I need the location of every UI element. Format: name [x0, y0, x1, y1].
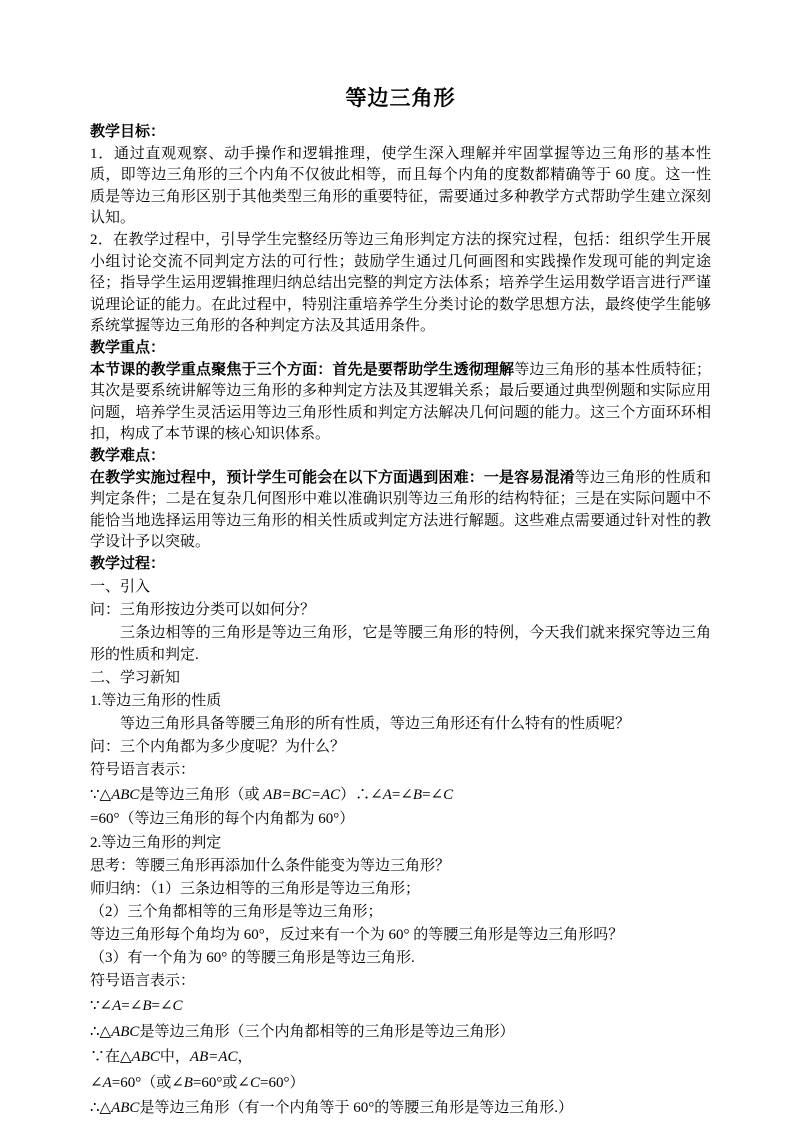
- text-run: ∠: [90, 1074, 103, 1091]
- difficulties-body: [90, 468, 711, 554]
- document-page: [90, 84, 711, 1120]
- text-run: ∵在△: [90, 1049, 132, 1066]
- text-run: 是等边三角形（有一个内角等于 60°的等腰三角形是等边三角形.）: [139, 1100, 573, 1117]
- section-intro: [90, 577, 711, 599]
- text-run: 思考：等腰三角形再添加什么条件能变为等边三角形？: [90, 857, 451, 874]
- text-run: ）∴∠: [340, 787, 383, 804]
- text-run: ∴△: [90, 1100, 112, 1117]
- bold-text-run: 在教学实施过程中，预计学生可能会在以下方面遇到困难：一是容易混淆: [90, 469, 575, 486]
- math-run: C: [443, 787, 454, 804]
- text-run: ∵△: [90, 787, 112, 804]
- formula-properties: [90, 783, 711, 831]
- section-new-knowledge: [90, 668, 711, 690]
- text-run: =60°（或∠: [111, 1074, 184, 1091]
- text-run: 二、学习新知: [90, 669, 181, 686]
- difficulties-heading: [90, 446, 711, 468]
- text-run: 等边三角形具备等腰三角形的所有性质，等边三角形还有什么特有的性质呢？: [120, 716, 631, 733]
- judgment-question: [90, 925, 711, 947]
- formula-given-angles: [90, 994, 711, 1018]
- math-run: AB=BC=AC: [263, 787, 341, 804]
- teacher-summary-1: [90, 879, 711, 901]
- document-title: 等边三角形: [345, 86, 456, 110]
- text-run: =∠: [121, 998, 143, 1015]
- math-run: A: [112, 998, 122, 1015]
- text-run: 2．在教学过程中，引导学生完整经历等边三角形判定方法的探究过程，包括：组织学生开展小组讨论交流不同判定方法的可行性；鼓励学生通过几何画图和实践操作发现可能的判定途径；指导学生运用逻辑推理归纳总结出完整的判定方法体系；培养学生运用数学语言进行严谨说理论证的能力。在此过程中，特别注重培养学生分类讨论的数学思想方法，最终使学生能够系统掌握等边三角形的各种判定方法及其适用条件。: [90, 231, 711, 335]
- math-run: C: [249, 1074, 260, 1091]
- properties-intro: [90, 714, 711, 736]
- question-angles: [90, 737, 711, 759]
- formula-conclusion-1: [90, 1020, 711, 1044]
- text-run: ∵∠: [90, 998, 113, 1015]
- text-run: 问：三角形按边分类可以如何分？: [90, 602, 316, 619]
- text-run: ，: [237, 1049, 253, 1066]
- math-run: ABC: [111, 1100, 140, 1117]
- text-run: 问：三个内角都为多少度呢？为什么？: [90, 739, 346, 756]
- text-run: 等边三角形的性质和判定条件；二是在复杂几何图形中难以准确识别等边三角形的结构特征；三是在实际问题中不能恰当地选择运用等边三角形的相关性质或判定方法进行解题。这些难点需要通过针对性的教学设计予以突破。: [90, 469, 711, 551]
- text-run: 是等边三角形（或: [139, 787, 264, 804]
- key-points-body: [90, 360, 711, 446]
- teaching-goal-2: [90, 230, 711, 338]
- text-run: 一、引入: [90, 578, 151, 595]
- text-run: （2）三个角都相等的三角形是等边三角形；: [90, 904, 383, 921]
- text-run: 2.等边三角形的判定: [90, 834, 222, 851]
- key-points-heading: [90, 338, 711, 360]
- teaching-goals-heading: [90, 122, 711, 144]
- text-run: 1.等边三角形的性质: [90, 692, 222, 709]
- text-run: =60°）: [260, 1074, 305, 1091]
- teaching-goal-1: [90, 144, 711, 230]
- text-run: 等边三角形的基本性质特征；其次是要系统讲解等边三角形的多种判定方法及其逻辑关系；最后要通过典型例题和实际应用问题，培养学生灵活运用等边三角形性质和判定方法解决几何问题的能力。这三个方面环环相扣，构成了本节课的核心知识体系。: [90, 361, 711, 443]
- intro-answer: [90, 623, 711, 666]
- text-run: 符号语言表示：: [90, 973, 196, 990]
- text-run: =60°（等边三角形的每个内角都为 60°）: [90, 811, 355, 828]
- formula-conclusion-2: [90, 1096, 711, 1120]
- text-run: 符号语言表示：: [90, 762, 196, 779]
- math-run: B: [412, 787, 423, 804]
- text-run: 是等边三角形（三个内角都相等的三角形是等边三角形）: [139, 1023, 515, 1040]
- text-run: =∠: [422, 787, 444, 804]
- math-run: A: [102, 1074, 112, 1091]
- math-run: A: [382, 787, 392, 804]
- bold-text-run: 教学重点：: [90, 339, 166, 356]
- teacher-summary-2: [90, 902, 711, 924]
- text-run: 三条边相等的三角形是等边三角形，它是等腰三角形的特例，今天我们就来探究等边三角形的性质和判定.: [90, 625, 711, 663]
- teacher-summary-3: [90, 948, 711, 970]
- text-run: 等边三角形每个角均为 60°，反过来有一个为 60° 的等腰三角形是等边三角形吗？: [90, 927, 624, 944]
- document-body: [90, 122, 711, 1120]
- text-run: 中，: [159, 1049, 190, 1066]
- math-run: ABC: [131, 1049, 160, 1066]
- math-run: B: [183, 1074, 193, 1091]
- text-run: ∴△: [90, 1023, 112, 1040]
- math-run: C: [172, 998, 183, 1015]
- bold-text-run: 教学过程：: [90, 555, 166, 572]
- text-run: =∠: [391, 787, 413, 804]
- bold-text-run: 教学难点：: [90, 447, 166, 464]
- text-run: =60°或∠: [192, 1074, 250, 1091]
- text-run: 师归纳：（1）三条边相等的三角形是等边三角形；: [90, 881, 421, 897]
- math-run: ABC: [111, 1023, 140, 1040]
- question-classification: [90, 600, 711, 622]
- text-run: （3）有一个角为 60° 的等腰三角形是等边三角形.: [90, 950, 415, 967]
- text-run: =∠: [151, 998, 173, 1015]
- think-question: [90, 856, 711, 878]
- formula-angle-60: [90, 1071, 711, 1095]
- subsection-properties: [90, 691, 711, 713]
- bold-text-run: 教学目标：: [90, 124, 166, 140]
- symbolic-language-label-2: [90, 971, 711, 993]
- text-run: 1．通过直观观察、动手操作和逻辑推理，使学生深入理解并牢固掌握等边三角形的基本性质，即等边三角形的三个内角不仅彼此相等，而且每个内角的度数都精确等于 60 度。这一性质是等边三角形区别于其他类型三角形的重要特征，需要通过多种教学方式帮助学生建立深刻认知。: [90, 145, 711, 227]
- subsection-judgment: [90, 833, 711, 855]
- math-run: B: [142, 998, 152, 1015]
- math-run: AB=AC: [189, 1049, 238, 1066]
- math-run: ABC: [111, 787, 140, 804]
- symbolic-language-label-1: [90, 760, 711, 782]
- process-heading: [90, 554, 711, 576]
- bold-text-run: 本节课的教学重点聚焦于三个方面：首先是要帮助学生透彻理解: [90, 361, 515, 378]
- formula-given-sides: [90, 1045, 711, 1069]
